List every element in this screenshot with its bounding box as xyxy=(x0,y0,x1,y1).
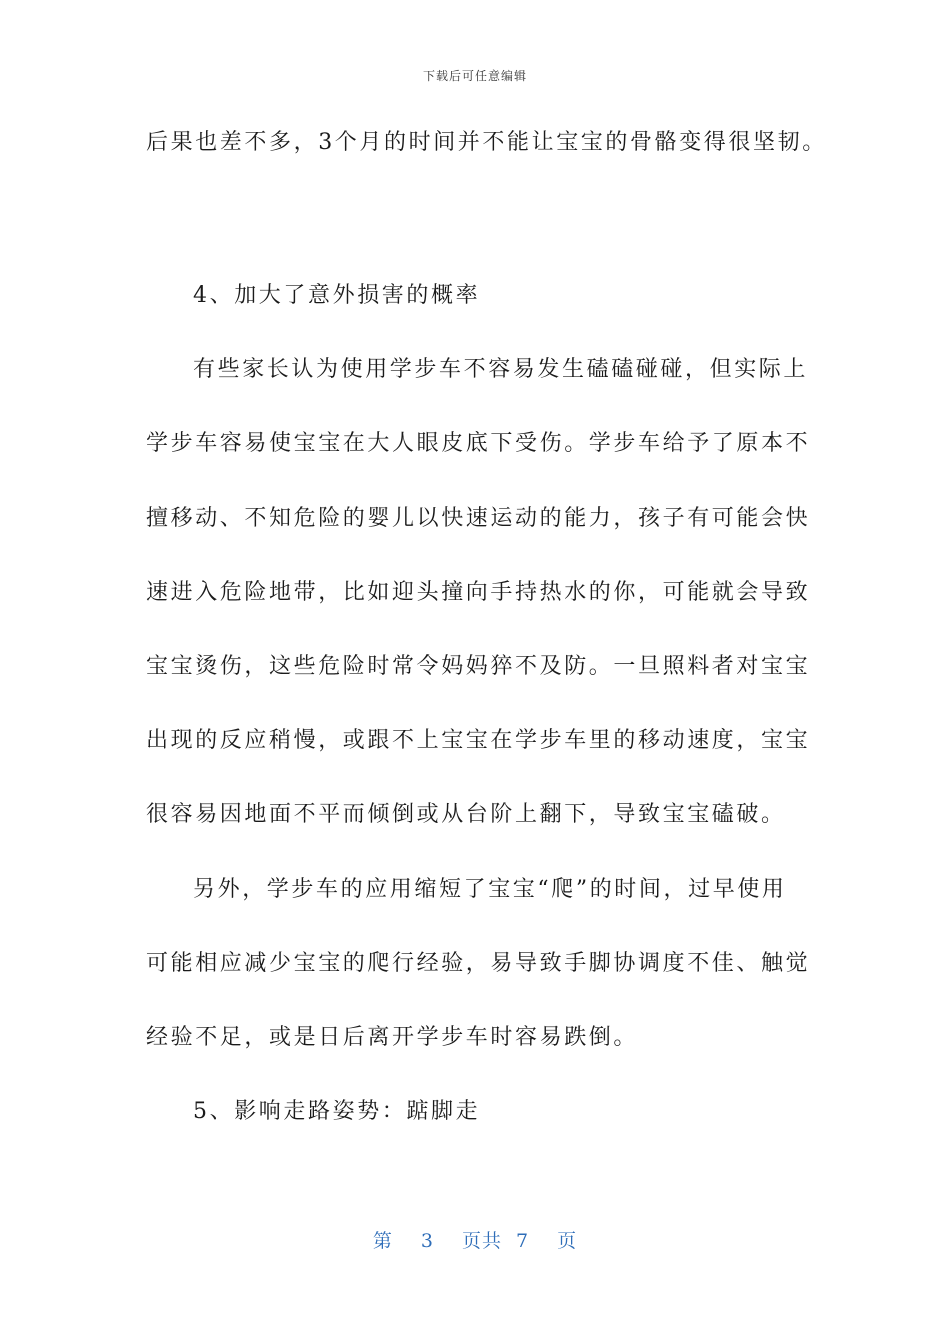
paragraph-line: 擅移动、不知危险的婴儿以快速运动的能力，孩子有可能会快 xyxy=(146,506,811,531)
footer-middle: 页共 xyxy=(461,1230,502,1252)
footer-suffix: 页 xyxy=(557,1230,578,1252)
paragraph-line: 学步车容易使宝宝在大人眼皮底下受伤。学步车给予了原本不 xyxy=(146,431,811,456)
page-footer xyxy=(0,1226,950,1253)
total-pages-number: 7 xyxy=(516,1230,530,1252)
paragraph-line: 后果也差不多，3个月的时间并不能让宝宝的骨骼变得很坚韧。 xyxy=(146,130,827,155)
current-page-number: 3 xyxy=(420,1230,434,1252)
section-heading: 4、加大了意外损害的概率 xyxy=(193,283,481,308)
footer-prefix: 第 xyxy=(372,1230,393,1252)
paragraph-line: 经验不足，或是日后离开学步车时容易跌倒。 xyxy=(146,1025,639,1050)
paragraph-line: 出现的反应稍慢，或跟不上宝宝在学步车里的移动速度，宝宝 xyxy=(146,728,811,753)
paragraph-line: 宝宝烫伤，这些危险时常令妈妈猝不及防。一旦照料者对宝宝 xyxy=(146,654,811,679)
paragraph-line: 有些家长认为使用学步车不容易发生磕磕碰碰，但实际上 xyxy=(193,357,809,382)
paragraph-line: 速进入危险地带，比如迎头撞向手持热水的你，可能就会导致 xyxy=(146,580,811,605)
page-header: 下载后可任意编辑 xyxy=(422,69,527,83)
paragraph-line: 很容易因地面不平而倾倒或从台阶上翻下，导致宝宝磕破。 xyxy=(146,802,786,827)
section-heading: 5、影响走路姿势：踮脚走 xyxy=(193,1099,481,1124)
paragraph-line: 另外，学步车的应用缩短了宝宝“爬”的时间，过早使用 xyxy=(193,877,787,902)
paragraph-line: 可能相应减少宝宝的爬行经验，易导致手脚协调度不佳、触觉 xyxy=(146,951,811,976)
